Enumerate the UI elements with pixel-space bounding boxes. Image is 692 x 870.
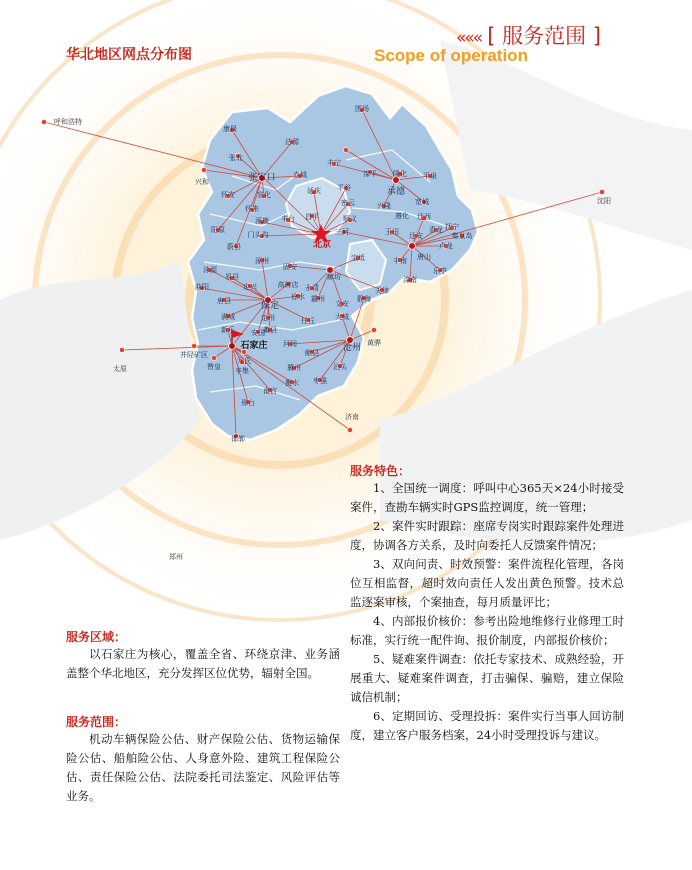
section-heading-text: [ 服务范围 ] [487,24,601,48]
feature-item: 1、全国统一调度：呼叫中心365天×24小时接受案件，查勘车辆实时GPS监控调度，统一管理； [350,481,624,514]
city-label: 固安 [283,263,297,271]
city-label: 沧州 [342,343,362,353]
city-label: 怀来 [245,205,259,213]
city-label: 安国 [251,329,265,337]
city-label: 新乐 [221,326,235,334]
city-label: 保定 [260,301,280,311]
city-label: 兴和 [195,178,209,186]
city-label: 遵化 [395,212,409,220]
city-label: 卢龙 [439,242,453,250]
city-label: 张北 [229,154,243,162]
city-label: 承德 [386,187,406,197]
city-label: 张家口 [248,173,276,183]
location-dot [41,119,46,124]
hub-dot [409,243,416,250]
city-label: 献县 [305,349,319,357]
city-label: 衡水 [285,379,299,387]
service-features-title: 服务特色： [350,464,411,478]
city-label: 昌平 [305,213,319,221]
city-label: 蠡县 [263,326,277,334]
service-area-title: 服务区域： [66,630,127,644]
city-label: 抚宁 [445,223,459,231]
city-label: 宣化 [257,191,271,199]
city-label: 秦皇岛 [451,232,473,240]
location-dot [371,327,376,332]
city-label: 康保 [223,125,237,133]
city-label: 三河 [335,228,349,236]
city-label: 高碑店 [277,281,299,289]
city-label: 辛集 [235,367,249,375]
feature-item: 2、案件实时跟踪：座席专岗实时跟踪案件处理进度，协调各方关系，及时向委托人反馈案件情况； [350,519,624,552]
city-label: 郑州 [169,553,183,561]
city-label: 任丘 [301,317,315,325]
city-label: 河间 [283,340,297,348]
feature-item: 5、疑难案件调查：依托专家技术、成熟经验，开展重大、疑难案件调查，打击骗保、骗赔，建立保险诚信机制； [350,652,624,704]
chevrons-icon: ««« [456,28,482,48]
city-label: 易县 [225,273,239,281]
city-label: 南宫 [263,387,277,395]
city-label: 元氏 [237,357,251,365]
location-dot [119,347,124,352]
location-dot [191,343,196,348]
city-label: 静海 [357,295,371,303]
city-label: 延庆 [307,187,321,195]
city-label: 满城 [221,313,235,321]
city-label: 迁西 [417,213,431,221]
city-label: 滦平 [363,170,377,178]
city-label: 天津 [375,287,389,295]
location-dot [347,427,352,432]
city-label: 门头沟 [247,231,269,239]
city-label: 定州 [261,314,275,322]
section-heading-en: Scope of operation [374,46,528,65]
city-label: 黄骅 [367,339,381,347]
city-label: 冀州 [287,364,301,372]
feature-item: 6、定期回访、受理投拆：案件实行当事人回访制度，建立客户服务档案，24小时受理投诉与建议。 [350,709,624,742]
service-features-list [350,479,624,745]
city-label: 兴隆 [377,202,391,210]
city-label: 蔚县 [227,243,241,251]
feature-item: 4、内部报价核价：参考出险地维修行业修理工时标准，实行统一配件询、报价制度，内部报价核价； [350,614,624,647]
city-label: 涞源 [203,266,217,274]
city-label: 隆化 [393,170,407,178]
city-label: 丰南 [393,257,407,265]
city-label: 密云 [341,199,355,207]
city-label: 宝坻 [351,254,365,262]
city-label: 迁安 [409,232,423,240]
city-label: 赞皇 [207,363,221,371]
city-label: 廊坊 [327,273,341,281]
city-label: 涿鹿 [255,217,269,225]
city-label: 井陉矿区 [180,351,208,359]
location-dot [201,167,206,172]
map-title: 华北地区网点分布图 [66,47,192,63]
service-scope-title: 服务范围： [66,715,127,729]
location-dot [599,189,604,194]
city-label: 青龙 [429,226,443,234]
city-label: 泊头 [333,363,347,371]
city-label: 顺义 [343,215,357,223]
location-dot [211,355,216,360]
city-label: 丰台 [281,215,295,223]
city-label: 平谷 [337,184,351,192]
city-label: 文安 [335,300,349,308]
city-label: 北京 [312,240,332,250]
hub-label: 石家庄 [240,341,268,351]
city-label: 定兴 [243,283,257,291]
city-label: 唐山 [417,253,431,261]
city-label: 大城 [335,313,349,321]
location-dot [343,147,348,152]
city-label: 乐亭 [433,267,447,275]
city-label: 滦南 [403,276,417,284]
feature-item: 3、双向问责、时效预警：案件流程化管理，各岗位互相监督，超时效向责任人发出黄色预警。技术总监逐案审核，个案抽查，每月质量评比； [350,557,624,609]
service-area-text: 以石家庄为核心，覆盖全省、环绕京津、业务涵盖整个华北地区，充分发挥区位优势，辐射全国。 [66,647,340,680]
city-label: 枣强 [313,377,327,385]
city-label: 曲阳 [195,283,209,291]
city-label: 宽城 [415,198,429,206]
city-label: 平泉 [423,172,437,180]
city-label: 呼和浩特 [54,118,82,126]
city-label: 邯郸 [231,435,245,443]
city-label: 沽源 [285,138,299,146]
city-label: 徐水 [291,293,305,301]
city-label: 涿州 [255,257,269,265]
city-label: 永清 [305,284,319,292]
city-label: 玉田 [385,228,399,236]
city-label: 霸州 [311,295,325,303]
city-label: 太原 [113,365,127,373]
service-scope-text: 机动车辆保险公估、财产保险公估、货物运输保险公估、船舶险公估、人身意外险、建筑工程保险公估、责任保险公估、法院委托司法鉴定、风险评估等业务。 [66,732,340,803]
city-label: 沈阳 [597,197,611,205]
city-label: 邢台 [241,399,255,407]
city-label: 围场 [355,105,369,113]
city-label: 济南 [345,413,359,421]
city-label: 怀安 [221,191,235,199]
city-label: 阳原 [211,226,225,234]
city-label: 丰宁 [327,159,341,167]
city-label: 赤城 [293,171,307,179]
city-label: 唐县 [217,297,231,305]
